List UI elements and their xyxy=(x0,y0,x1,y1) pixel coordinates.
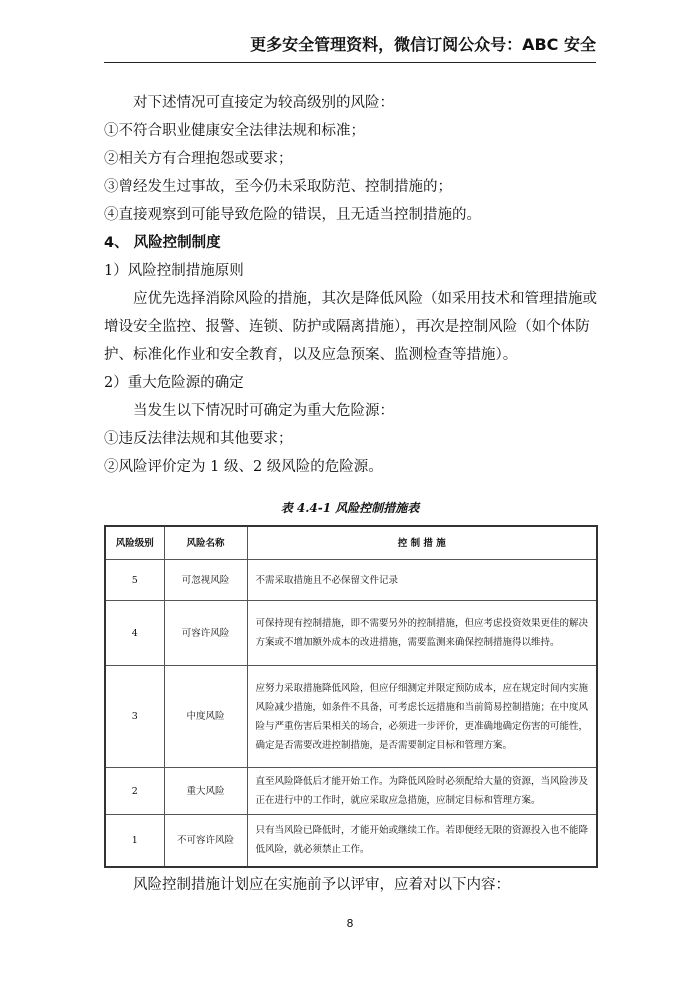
risk-level: 4 xyxy=(105,601,164,666)
control-measure: 可保持现有控制措施，即不需要另外的控制措施，但应考虑投资效果更佳的解决方案或不增加额外成本的改进措施，需要监测来确保控制措施得以维持。 xyxy=(247,601,597,666)
table-caption: 表 4.4-1 风险控制措施表 xyxy=(280,501,420,515)
table-header-row xyxy=(105,526,597,560)
risk-name: 重大风险 xyxy=(164,768,247,815)
risk-name: 中度风险 xyxy=(164,666,247,768)
header-level: 风险级别 xyxy=(105,526,164,560)
table-row xyxy=(105,815,597,867)
list-item: ②风险评价定为 1 级、2 级风险的危险源。 xyxy=(104,459,383,475)
risk-level: 2 xyxy=(105,768,164,815)
control-measure: 不需采取措施且不必保留文件记录 xyxy=(247,560,597,601)
paragraph: 对下述情况可直接定为较高级别的风险： xyxy=(133,95,394,111)
risk-level: 1 xyxy=(105,815,164,867)
header-name: 风险名称 xyxy=(164,526,247,560)
risk-level: 5 xyxy=(105,560,164,601)
list-item: ④直接观察到可能导致危险的错误，且无适当控制措施的。 xyxy=(104,207,481,223)
header-measure: 控 制 措 施 xyxy=(247,526,597,560)
list-item: ②相关方有合理抱怨或要求； xyxy=(104,151,293,167)
paragraph: 当发生以下情况时可确定为重大危险源： xyxy=(133,403,394,419)
table-row xyxy=(105,560,597,601)
control-measure: 只有当风险已降低时，才能开始或继续工作。若即便经无限的资源投入也不能降低风险，就必须禁止工作。 xyxy=(247,815,597,867)
table-row xyxy=(105,768,597,815)
header-divider xyxy=(104,62,596,63)
section-heading: 4、 风险控制制度 xyxy=(104,235,221,251)
risk-name: 可容许风险 xyxy=(164,601,247,666)
risk-control-table xyxy=(104,525,598,868)
paragraph: 风险控制措施计划应在实施前予以评审，应着对以下内容： xyxy=(133,877,510,893)
subsection-heading: 1）风险控制措施原则 xyxy=(104,263,244,279)
list-item: ①不符合职业健康安全法律法规和标准； xyxy=(104,123,365,139)
risk-name: 可忽视风险 xyxy=(164,560,247,601)
risk-level: 3 xyxy=(105,666,164,768)
risk-name: 不可容许风险 xyxy=(164,815,247,867)
page-header: 更多安全管理资料，微信订阅公众号：ABC 安全 xyxy=(250,35,596,54)
list-item: ③曾经发生过事故，至今仍未采取防范、控制措施的； xyxy=(104,179,452,195)
subsection-heading: 2）重大危险源的确定 xyxy=(104,375,244,391)
table-row xyxy=(105,601,597,666)
list-item: ①违反法律法规和其他要求； xyxy=(104,431,293,447)
paragraph: 应优先选择消除风险的措施，其次是降低风险（如采用技术和管理措施或增设安全监控、报警、连锁、防护或隔离措施），再次是控制风险（如个体防护、标准化作业和安全教育，以及应急预案、监测检查等措施）。 xyxy=(104,291,597,363)
table-row xyxy=(105,666,597,768)
control-measure: 直至风险降低后才能开始工作。为降低风险时必须配给大量的资源，当风险涉及正在进行中的工作时，就应采取应急措施，应制定目标和管理方案。 xyxy=(247,768,597,815)
body-text xyxy=(104,89,598,481)
page-number: 8 xyxy=(346,917,354,930)
control-measure: 应努力采取措施降低风险，但应仔细测定并限定预防成本，应在规定时间内实施风险减少措施，如条件不具备，可考虑长远措施和当前简易控制措施；在中度风险与严重伤害后果相关的场合，必须进一步评价，更准确地确定伤害的可能性，确定是否需要改进控制措施，是否需要制定目标和管理方案。 xyxy=(247,666,597,768)
